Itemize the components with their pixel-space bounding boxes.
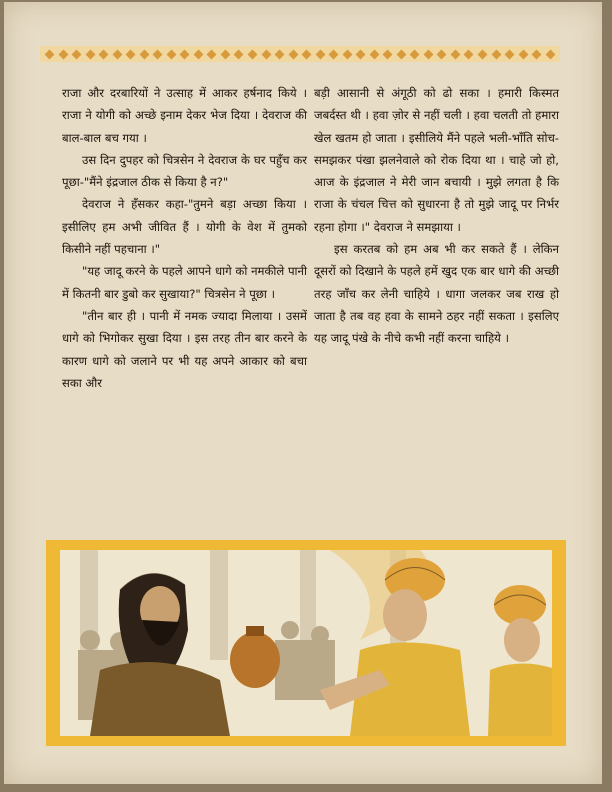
book-page (4, 2, 602, 784)
illustration-drawing (60, 550, 552, 736)
paragraph: "तीन बार ही । पानी में नमक ज्यादा मिलाया । उसमें धागे को भिगोकर सुखा दिया । इस तरह तीन बार करने के कारण धागे को जलाने पर भी यह अपने आकार को बचा सका और (62, 308, 307, 390)
paragraph: उस दिन दुपहर को चित्रसेन ने देवराज के घर पहुँच कर पूछा-"मैंने इंद्रजाल ठीक से किया है न?" (62, 152, 307, 190)
paragraph: देवराज ने हँसकर कहा-"तुमने बड़ा अच्छा किया । इसीलिए हम अभी जीवित हैं । योगी के वेश में तुमको किसीने नहीं पहचाना ।" (62, 197, 307, 257)
paragraph: "यह जादू करने के पहले आपने धागे को नमकीले पानी में कितनी बार डुबो कर सुखाया?" चित्रसेन ने पूछा । (62, 264, 307, 301)
story-illustration (46, 540, 566, 746)
right-text-column (314, 82, 559, 350)
paragraph: बड़ी आसानी से अंगूठी को ढो सका । हमारी किस्मत जबर्दस्त थी । हवा ज़ोर से नहीं चली । हवा चलती तो हमारा खेल खतम हो जाता । इसीलिये मैंने पहले भली-भाँति सोच-समझकर पंखा झलनेवाले को रोक दिया था । चाहे जो हो, आज के इंद्रजाल ने मेरी जान बचायी । मुझे लगता है कि राजा के चंचल चित्त को सुधारना है तो मुझे जादू पर निर्भर रहना होगा ।" देवराज ने समझाया । (314, 86, 559, 234)
decorative-border (40, 46, 560, 62)
left-text-column (62, 82, 307, 394)
paragraph: राजा और दरबारियों ने उत्साह में आकर हर्षनाद किये । राजा ने योगी को अच्छे इनाम देकर भेज दिया । देवराज की बाल-बाल बच गया । (62, 86, 307, 145)
paragraph: इस करतब को हम अब भी कर सकते हैं । लेकिन दूसरों को दिखाने के पहले हमें खुद एक बार धागे की अच्छी तरह जाँच कर लेनी चाहिये । धागा जलकर जब राख हो जाता है तब वह हवा के सामने ठहर नहीं सकता । इसलिए यह जादू पंखे के नीचे कभी नहीं करना चाहिये । (314, 242, 559, 346)
